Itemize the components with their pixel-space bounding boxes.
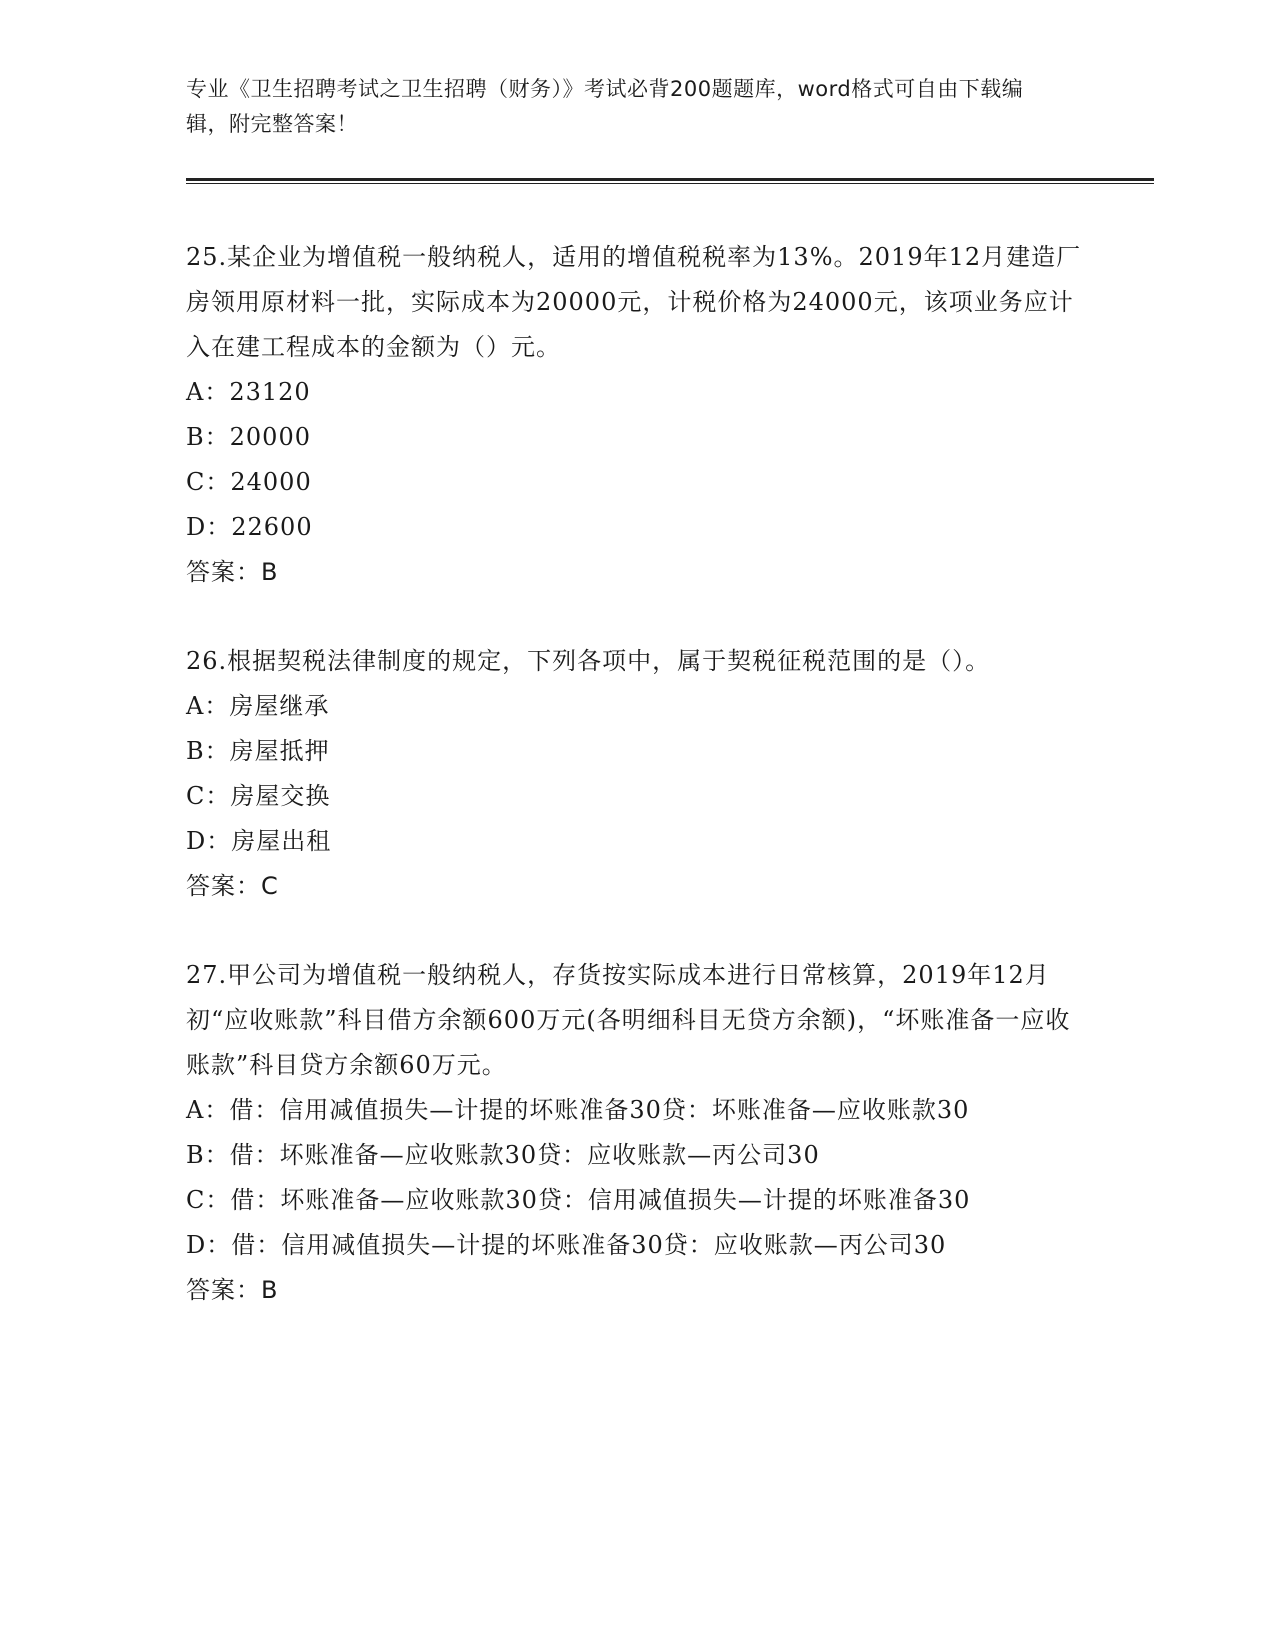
answer-line: 答案：B bbox=[186, 558, 279, 586]
option-a: A：借：信用减值损失—计提的坏账准备30贷：坏账准备—应收账款30 bbox=[186, 1096, 970, 1124]
answer-line: 答案：C bbox=[186, 872, 279, 900]
question-stem: 25.某企业为增值税一般纳税人，适用的增值税税率为13%。2019年12月建造厂房领用原材料一批，实际成本为20000元，计税价格为24000元，该项业务应计入在建工程成本的金额为（）元。 bbox=[186, 243, 1082, 361]
question-27 bbox=[186, 953, 1086, 1313]
option-b: B：房屋抵押 bbox=[186, 737, 330, 765]
answer-line: 答案：B bbox=[186, 1276, 279, 1304]
question-list bbox=[186, 235, 1086, 1357]
option-b: B：借：坏账准备—应收账款30贷：应收账款—丙公司30 bbox=[186, 1141, 820, 1169]
option-c: C：24000 bbox=[186, 468, 312, 496]
header-divider-thin bbox=[186, 183, 1154, 184]
option-d: D：房屋出租 bbox=[186, 827, 332, 855]
option-c: C：房屋交换 bbox=[186, 782, 331, 810]
question-stem: 27.甲公司为增值税一般纳税人，存货按实际成本进行日常核算，2019年12月初“应收账款”科目借方余额600万元(各明细科目无贷方余额)，“坏账准备一应收账款”科目贷方余额60万元。 bbox=[186, 961, 1071, 1079]
document-header: 专业《卫生招聘考试之卫生招聘（财务）》考试必背200题题库，word格式可自由下载编辑，附完整答案！ bbox=[186, 77, 1024, 136]
option-b: B：20000 bbox=[186, 423, 311, 451]
option-d: D：22600 bbox=[186, 513, 313, 541]
option-d: D：借：信用减值损失—计提的坏账准备30贷：应收账款—丙公司30 bbox=[186, 1231, 947, 1259]
header-divider-thick bbox=[186, 178, 1154, 181]
option-a: A：23120 bbox=[186, 378, 311, 406]
option-a: A：房屋继承 bbox=[186, 692, 330, 720]
question-25 bbox=[186, 235, 1086, 595]
question-26 bbox=[186, 639, 1086, 909]
option-c: C：借：坏账准备—应收账款30贷：信用减值损失—计提的坏账准备30 bbox=[186, 1186, 971, 1214]
question-stem: 26.根据契税法律制度的规定，下列各项中，属于契税征税范围的是（）。 bbox=[186, 647, 991, 675]
